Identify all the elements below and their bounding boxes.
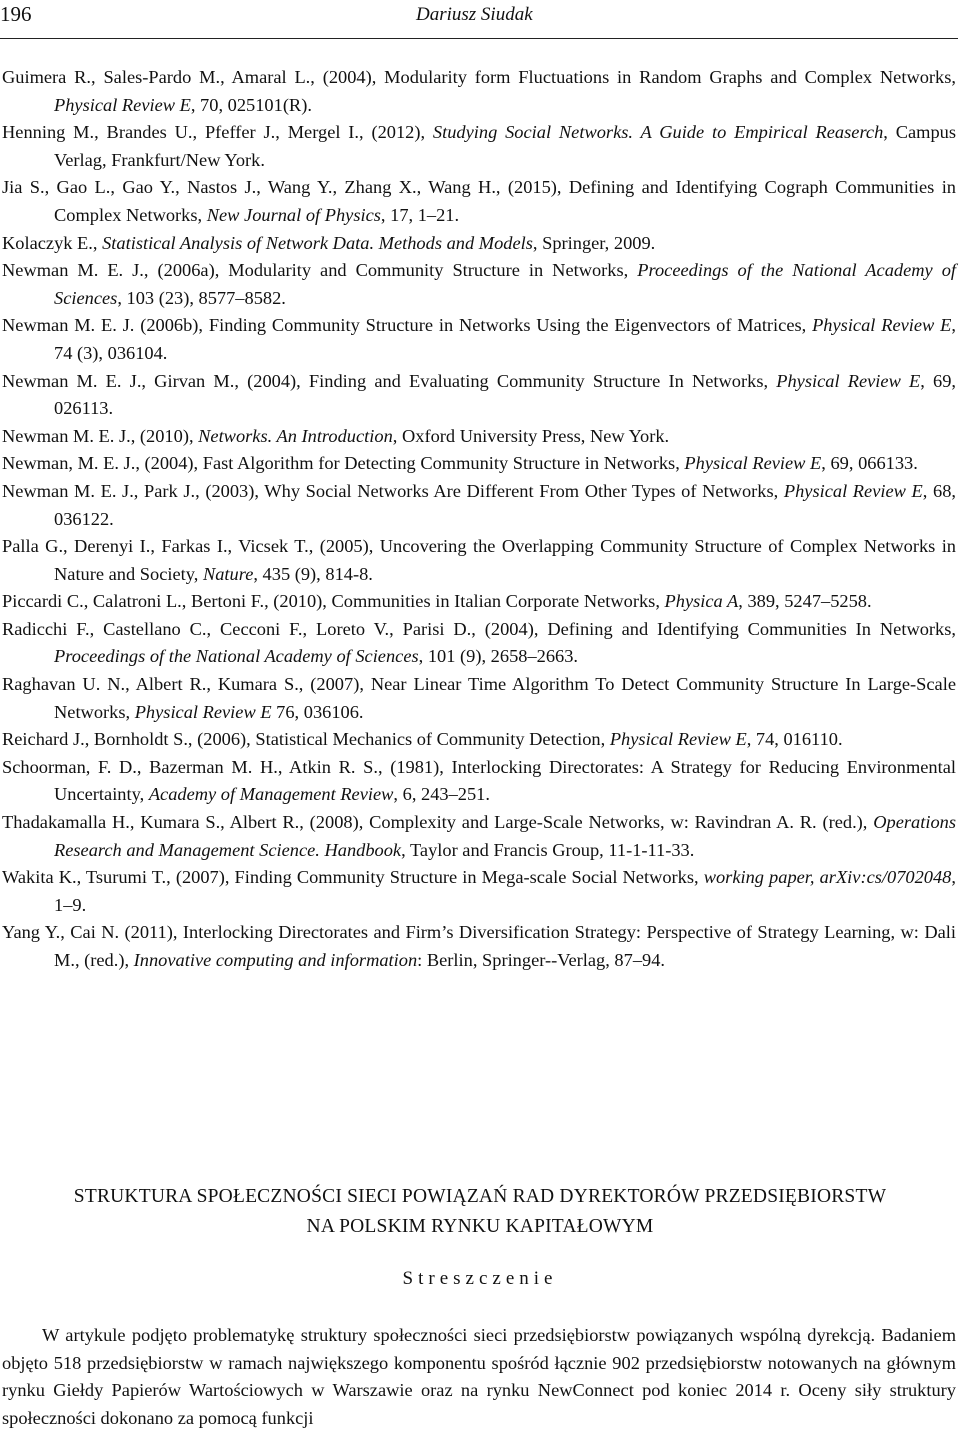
reference-item: Henning M., Brandes U., Pfeffer J., Mergel I., (2012), Studying Social Networks. A Guide to Empirical Reaserch, Campus Verlag, Frankfurt/New York.	[2, 122, 956, 170]
reference-item: Newman, M. E. J., (2004), Fast Algorithm for Detecting Community Structure in Networks, Physical Review E, 69, 066133.	[2, 453, 918, 474]
page-header	[0, 0, 960, 40]
reference-item: Newman M. E. J., (2010), Networks. An Introduction, Oxford University Press, New York.	[2, 425, 670, 446]
reference-item: Yang Y., Cai N. (2011), Interlocking Directorates and Firm’s Diversification Strategy: Perspective of Strategy Learning, w: Dali M., (red.), Innovative computing and information: Berlin, Springer--Verlag, 87–94.	[2, 922, 956, 970]
reference-item: Thadakamalla H., Kumara S., Albert R., (2008), Complexity and Large-Scale Networks, w: Ravindran A. R. (red.), Operations Research and Management Science. Handbook, Taylor and Francis Group, 11-1-11-33.	[2, 812, 956, 860]
reference-item: Wakita K., Tsurumi T., (2007), Finding Community Structure in Mega-scale Social Networks, working paper, arXiv:cs/0702048, 1–9.	[2, 867, 956, 915]
reference-item: Guimera R., Sales-Pardo M., Amaral L., (2004), Modularity form Fluctuations in Random Graphs and Complex Networks, Physical Review E, 70, 025101(R).	[2, 67, 956, 115]
reference-item: Piccardi C., Calatroni L., Bertoni F., (2010), Communities in Italian Corporate Networks, Physica A, 389, 5247–5258.	[2, 591, 872, 612]
reference-item: Newman M. E. J., Girvan M., (2004), Finding and Evaluating Community Structure In Networks, Physical Review E, 69, 026113.	[2, 370, 957, 419]
reference-item: Radicchi F., Castellano C., Cecconi F., Loreto V., Parisi D., (2004), Defining and Identifying Communities In Networks, Proceedings of the National Academy of Sciences, 101 (9), 2658–2663.	[2, 618, 956, 667]
section-title	[0, 1182, 960, 1242]
reference-item: Newman M. E. J., Park J., (2003), Why Social Networks Are Different From Other Types of Networks, Physical Review E, 68, 036122.	[2, 480, 956, 529]
reference-item: Jia S., Gao L., Gao Y., Nastos J., Wang Y., Zhang X., Wang H., (2015), Defining and Identifying Cograph Communities in Complex Networks, New Journal of Physics, 17, 1–21.	[2, 177, 956, 225]
reference-item: Kolaczyk E., Statistical Analysis of Network Data. Methods and Models, Springer, 2009.	[2, 232, 656, 253]
section-title-line: STRUKTURA SPOŁECZNOŚCI SIECI POWIĄZAŃ RAD DYREKTORÓW PRZEDSIĘBIORSTW	[73, 1186, 887, 1207]
reference-item: Newman M. E. J. (2006b), Finding Community Structure in Networks Using the Eigenvectors of Matrices, Physical Review E, 74 (3), 036104.	[2, 315, 956, 363]
abstract-heading: Streszczenie	[402, 1268, 558, 1289]
page-number: 196	[0, 2, 32, 26]
reference-item: Palla G., Derenyi I., Farkas I., Vicsek T., (2005), Uncovering the Overlapping Community Structure of Complex Networks in Nature and Society, Nature, 435 (9), 814-8.	[2, 536, 956, 584]
abstract-text: W artykule podjęto problematykę struktury społeczności sieci przedsiębiorstw powiązanych wspólną dyrekcją. Badaniem objęto 518 przedsiębiorstw w ramach największego komponentu spośród łącznie 902 przedsiębiorstw notowanych na głównym rynku Giełdy Papierów Wartościowych w Warszawie oraz na rynku NewConnect pod koniec 2014 r. Oceny siły struktury społeczności dokonano za pomocą funkcji	[2, 1325, 956, 1428]
reference-item: Schoorman, F. D., Bazerman M. H., Atkin R. S., (1981), Interlocking Directorates: A Strategy for Reducing Environmental Uncertainty, Academy of Management Review, 6, 243–251.	[2, 756, 956, 805]
reference-list	[2, 64, 956, 975]
header-rule	[0, 38, 958, 39]
section-title-line: NA POLSKIM RYNKU KAPITAŁOWYM	[306, 1216, 654, 1237]
reference-item: Newman M. E. J., (2006a), Modularity and Community Structure in Networks, Proceedings of the National Academy of Sciences, 103 (23), 8577–8582.	[2, 260, 956, 308]
reference-item: Raghavan U. N., Albert R., Kumara S., (2007), Near Linear Time Algorithm To Detect Community Structure In Large-Scale Networks, Physical Review E 76, 036106.	[2, 674, 956, 722]
reference-item: Reichard J., Bornholdt S., (2006), Statistical Mechanics of Community Detection, Physical Review E, 74, 016110.	[2, 729, 843, 750]
running-author: Dariusz Siudak	[416, 4, 533, 25]
